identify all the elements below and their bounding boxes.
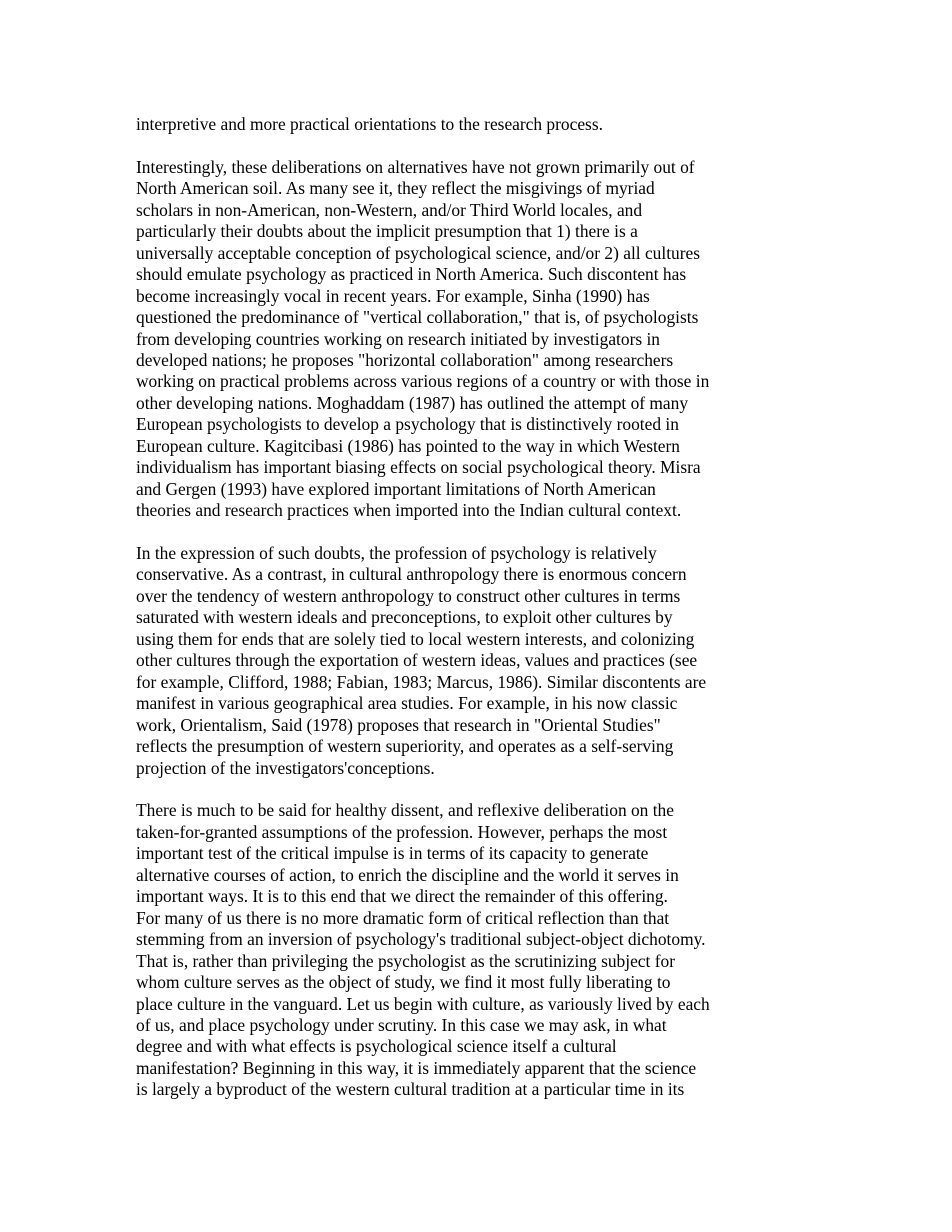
paragraph-deliberations [136,157,766,522]
text-line: stemming from an inversion of psychology's traditional subject-object dichotomy. [136,929,706,950]
text-line: is largely a byproduct of the western cultural tradition at a particular time in its [136,1079,685,1100]
text-line: In the expression of such doubts, the profession of psychology is relatively [136,543,657,564]
text-line: over the tendency of western anthropology to construct other cultures in terms [136,585,681,606]
text-line: Interestingly, these deliberations on alternatives have not grown primarily out of [136,156,695,177]
text-line: become increasingly vocal in recent years. For example, Sinha (1990) has [136,285,650,306]
text-line: saturated with western ideals and preconceptions, to exploit other cultures by [136,607,673,628]
text-line: of us, and place psychology under scrutiny. In this case we may ask, in what [136,1014,667,1035]
text-line: questioned the predominance of "vertical collaboration," that is, of psychologists [136,307,699,328]
text-line: alternative courses of action, to enrich the discipline and the world it serves in [136,864,679,885]
paragraph-dissent [136,800,766,907]
text-line: reflects the presumption of western superiority, and operates as a self-serving [136,736,674,757]
text-line: whom culture serves as the object of study, we find it most fully liberating to [136,972,671,993]
text-line: other cultures through the exportation of western ideas, values and practices (see [136,650,698,671]
text-line: European psychologists to develop a psychology that is distinctively rooted in [136,414,679,435]
text-line: from developing countries working on research initiated by investigators in [136,328,661,349]
text-line: manifestation? Beginning in this way, it is immediately apparent that the science [136,1057,697,1078]
text-line: and Gergen (1993) have explored important limitations of North American [136,478,656,499]
text-line: using them for ends that are solely tied to local western interests, and colonizing [136,628,695,649]
text-line: developed nations; he proposes "horizontal collaboration" among researchers [136,349,674,370]
text-line: other developing nations. Moghaddam (1987) has outlined the attempt of many [136,392,689,413]
text-line: taken-for-granted assumptions of the profession. However, perhaps the most [136,821,668,842]
text-line: manifest in various geographical area studies. For example, in his now classic [136,693,678,714]
paragraph-inversion [136,908,766,1101]
text-line: place culture in the vanguard. Let us begin with culture, as variously lived by each [136,993,710,1014]
text-line: projection of the investigators'conceptions. [136,757,435,778]
text-line: working on practical problems across various regions of a country or with those in [136,371,710,392]
text-line: work, Orientalism, Said (1978) proposes that research in "Oriental Studies" [136,714,661,735]
text-line: universally acceptable conception of psychological science, and/or 2) all cultures [136,242,701,263]
text-line: interpretive and more practical orientations to the research process. [136,114,603,134]
text-line: North American soil. As many see it, they reflect the misgivings of myriad [136,178,655,199]
document-page [136,114,766,1101]
text-line: for example, Clifford, 1988; Fabian, 1983; Marcus, 1986). Similar discontents are [136,671,707,692]
text-line: individualism has important biasing effects on social psychological theory. Misra [136,457,701,478]
text-line: scholars in non-American, non-Western, and/or Third World locales, and [136,199,643,220]
text-line: important test of the critical impulse is in terms of its capacity to generate [136,843,649,864]
text-line: For many of us there is no more dramatic form of critical reflection than that [136,907,670,928]
text-line: conservative. As a contrast, in cultural anthropology there is enormous concern [136,564,687,585]
text-line: There is much to be said for healthy dissent, and reflexive deliberation on the [136,800,674,821]
text-line: That is, rather than privileging the psychologist as the scrutinizing subject for [136,950,675,971]
paragraph-anthropology [136,543,766,779]
text-line: theories and research practices when imported into the Indian cultural context. [136,500,682,521]
text-line: should emulate psychology as practiced in North America. Such discontent has [136,264,687,285]
text-line: degree and with what effects is psychological science itself a cultural [136,1036,617,1057]
text-line: important ways. It is to this end that we direct the remainder of this offering. [136,886,668,907]
text-line: European culture. Kagitcibasi (1986) has pointed to the way in which Western [136,435,680,456]
text-line: particularly their doubts about the implicit presumption that 1) there is a [136,221,638,242]
paragraph-intro-fragment [136,114,766,135]
